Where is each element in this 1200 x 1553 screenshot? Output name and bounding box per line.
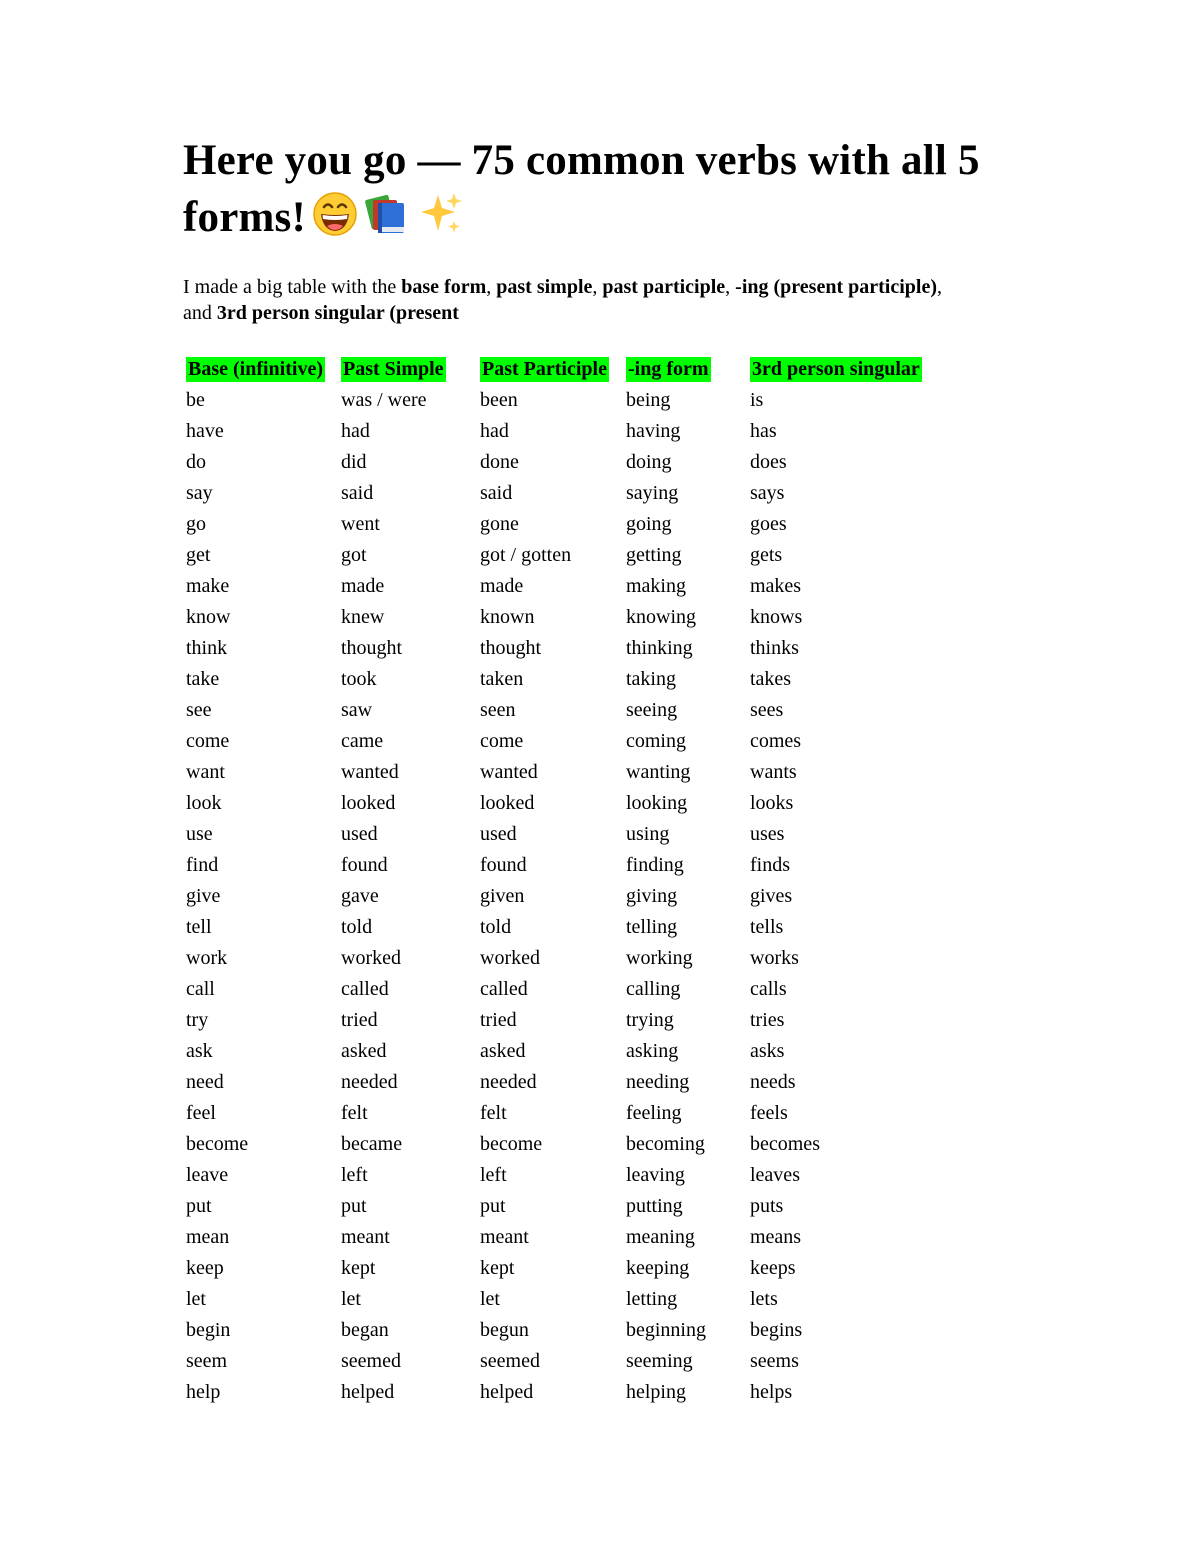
third-person-cell: needs: [750, 1071, 796, 1093]
third-person-cell: leaves: [750, 1164, 800, 1186]
table-row: [186, 695, 950, 726]
table-row: [186, 447, 950, 478]
table-row: [186, 757, 950, 788]
past-participle-cell: got / gotten: [480, 544, 572, 566]
base-cell: make: [186, 575, 230, 597]
past-participle-cell: come: [480, 730, 524, 752]
intro-bold-third-person: 3rd person singular (present: [216, 302, 459, 324]
ing-form-cell: becoming: [626, 1133, 705, 1155]
past-simple-cell: told: [341, 916, 373, 938]
header-cell: [626, 354, 750, 385]
third-person-cell: looks: [750, 792, 794, 814]
table-row: [186, 633, 950, 664]
table-row: [186, 1222, 950, 1253]
header-cell: [186, 354, 341, 385]
third-person-cell: helps: [750, 1381, 793, 1403]
past-simple-cell: came: [341, 730, 384, 752]
ing-form-cell: going: [626, 513, 672, 535]
third-person-cell: puts: [750, 1195, 784, 1217]
past-participle-cell: known: [480, 606, 535, 628]
past-simple-cell: gave: [341, 885, 379, 907]
header-cell: [480, 354, 626, 385]
past-participle-cell: done: [480, 451, 519, 473]
document-title: [183, 132, 1023, 252]
third-person-cell: means: [750, 1226, 802, 1248]
ing-form-cell: beginning: [626, 1319, 706, 1341]
past-simple-cell: meant: [341, 1226, 390, 1248]
past-simple-cell: said: [341, 482, 374, 504]
third-person-cell: works: [750, 947, 799, 969]
ing-form-cell: using: [626, 823, 670, 845]
past-participle-cell: worked: [480, 947, 540, 969]
third-person-cell: lets: [750, 1288, 778, 1310]
ing-form-cell: leaving: [626, 1164, 685, 1186]
table-row: [186, 478, 950, 509]
past-participle-cell: left: [480, 1164, 507, 1186]
table-row: [186, 1036, 950, 1067]
base-cell: become: [186, 1133, 249, 1155]
past-participle-cell: kept: [480, 1257, 515, 1279]
ing-form-cell: taking: [626, 668, 676, 690]
ing-form-cell: trying: [626, 1009, 674, 1031]
past-participle-cell: had: [480, 420, 509, 442]
third-person-cell: finds: [750, 854, 790, 876]
table-row: [186, 664, 950, 695]
past-participle-cell: seen: [480, 699, 516, 721]
intro-text: ,: [592, 276, 603, 298]
past-simple-cell: was / were: [341, 389, 427, 411]
past-participle-cell: put: [480, 1195, 506, 1217]
base-cell: want: [186, 761, 225, 783]
header-past-simple: Past Simple: [343, 358, 444, 380]
intro-text: I made a big table with the: [183, 276, 402, 298]
past-simple-cell: found: [341, 854, 388, 876]
third-person-cell: gets: [750, 544, 783, 566]
past-simple-cell: made: [341, 575, 385, 597]
ing-form-cell: finding: [626, 854, 684, 876]
base-cell: come: [186, 730, 230, 752]
past-simple-cell: kept: [341, 1257, 376, 1279]
base-cell: have: [186, 420, 224, 442]
past-participle-cell: gone: [480, 513, 519, 535]
base-cell: know: [186, 606, 231, 628]
past-simple-cell: saw: [341, 699, 373, 721]
header-cell: [341, 354, 480, 385]
past-simple-cell: began: [341, 1319, 389, 1341]
past-simple-cell: did: [341, 451, 367, 473]
header-base: Base (infinitive): [188, 358, 323, 380]
ing-form-cell: looking: [626, 792, 688, 814]
past-simple-cell: wanted: [341, 761, 399, 783]
table-row: [186, 819, 950, 850]
past-simple-cell: had: [341, 420, 370, 442]
ing-form-cell: doing: [626, 451, 672, 473]
base-cell: seem: [186, 1350, 228, 1372]
base-cell: need: [186, 1071, 224, 1093]
base-cell: use: [186, 823, 213, 845]
ing-form-cell: putting: [626, 1195, 683, 1217]
third-person-cell: seems: [750, 1350, 799, 1372]
third-person-cell: uses: [750, 823, 785, 845]
past-participle-cell: asked: [480, 1040, 526, 1062]
ing-form-cell: needing: [626, 1071, 690, 1093]
header-past-participle: Past Participle: [482, 358, 607, 380]
intro-bold-past-simple: past simple: [496, 276, 593, 298]
ing-form-cell: thinking: [626, 637, 693, 659]
third-person-cell: goes: [750, 513, 787, 535]
grinning-face-icon: [312, 191, 358, 252]
past-simple-cell: tried: [341, 1009, 378, 1031]
table-row: [186, 943, 950, 974]
past-participle-cell: helped: [480, 1381, 534, 1403]
base-cell: be: [186, 389, 205, 411]
third-person-cell: takes: [750, 668, 792, 690]
third-person-cell: sees: [750, 699, 784, 721]
past-participle-cell: needed: [480, 1071, 537, 1093]
past-simple-cell: knew: [341, 606, 385, 628]
ing-form-cell: being: [626, 389, 671, 411]
table-row: [186, 416, 950, 447]
table-row: [186, 1191, 950, 1222]
base-cell: go: [186, 513, 206, 535]
table-row: [186, 509, 950, 540]
past-participle-cell: given: [480, 885, 525, 907]
intro-text: ,: [725, 276, 736, 298]
table-row: [186, 1315, 950, 1346]
intro-bold-past-participle: past participle: [602, 276, 726, 298]
ing-form-cell: seeming: [626, 1350, 693, 1372]
past-participle-cell: said: [480, 482, 513, 504]
past-simple-cell: put: [341, 1195, 367, 1217]
past-simple-cell: used: [341, 823, 378, 845]
table-row: [186, 385, 950, 416]
past-simple-cell: helped: [341, 1381, 395, 1403]
past-participle-cell: made: [480, 575, 524, 597]
ing-form-cell: working: [626, 947, 693, 969]
past-participle-cell: begun: [480, 1319, 529, 1341]
table-header: [186, 354, 950, 385]
table-row: [186, 602, 950, 633]
intro-text: ,: [486, 276, 497, 298]
past-simple-cell: became: [341, 1133, 403, 1155]
third-person-cell: knows: [750, 606, 803, 628]
third-person-cell: feels: [750, 1102, 788, 1124]
ing-form-cell: meaning: [626, 1226, 695, 1248]
base-cell: call: [186, 978, 215, 1000]
base-cell: work: [186, 947, 228, 969]
past-participle-cell: used: [480, 823, 517, 845]
intro-text: , and: [183, 276, 942, 324]
base-cell: take: [186, 668, 220, 690]
ing-form-cell: asking: [626, 1040, 679, 1062]
past-simple-cell: went: [341, 513, 380, 535]
ing-form-cell: saying: [626, 482, 679, 504]
past-simple-cell: needed: [341, 1071, 398, 1093]
third-person-cell: has: [750, 420, 777, 442]
header-ing-form: -ing form: [628, 358, 709, 380]
table-row: [186, 788, 950, 819]
past-simple-cell: worked: [341, 947, 401, 969]
past-simple-cell: looked: [341, 792, 396, 814]
base-cell: ask: [186, 1040, 213, 1062]
base-cell: give: [186, 885, 221, 907]
third-person-cell: wants: [750, 761, 797, 783]
base-cell: tell: [186, 916, 212, 938]
past-simple-cell: left: [341, 1164, 368, 1186]
third-person-cell: gives: [750, 885, 793, 907]
table-row: [186, 1067, 950, 1098]
base-cell: look: [186, 792, 222, 814]
ing-form-cell: wanting: [626, 761, 691, 783]
third-person-cell: keeps: [750, 1257, 796, 1279]
past-participle-cell: looked: [480, 792, 535, 814]
ing-form-cell: giving: [626, 885, 678, 907]
ing-form-cell: helping: [626, 1381, 686, 1403]
base-cell: find: [186, 854, 219, 876]
past-participle-cell: thought: [480, 637, 542, 659]
third-person-cell: makes: [750, 575, 802, 597]
table-row: [186, 1129, 950, 1160]
table-row: [186, 1346, 950, 1377]
base-cell: do: [186, 451, 206, 473]
third-person-cell: begins: [750, 1319, 803, 1341]
table-row: [186, 881, 950, 912]
ing-form-cell: telling: [626, 916, 678, 938]
third-person-cell: says: [750, 482, 785, 504]
ing-form-cell: coming: [626, 730, 686, 752]
books-icon: [364, 191, 412, 252]
third-person-cell: tries: [750, 1009, 785, 1031]
base-cell: put: [186, 1195, 212, 1217]
title-text: Here you go — 75 common verbs with all 5 forms!: [183, 137, 980, 241]
third-person-cell: does: [750, 451, 787, 473]
third-person-cell: thinks: [750, 637, 799, 659]
table-body: [186, 385, 950, 1408]
past-simple-cell: thought: [341, 637, 403, 659]
past-participle-cell: let: [480, 1288, 500, 1310]
base-cell: keep: [186, 1257, 224, 1279]
table-row: [186, 912, 950, 943]
base-cell: get: [186, 544, 211, 566]
past-simple-cell: let: [341, 1288, 361, 1310]
table-row: [186, 1253, 950, 1284]
table-row: [186, 1377, 950, 1408]
table-row: [186, 726, 950, 757]
past-participle-cell: meant: [480, 1226, 529, 1248]
ing-form-cell: making: [626, 575, 686, 597]
base-cell: see: [186, 699, 212, 721]
header-third-person: 3rd person singular: [752, 358, 920, 380]
past-participle-cell: taken: [480, 668, 524, 690]
third-person-cell: asks: [750, 1040, 785, 1062]
ing-form-cell: keeping: [626, 1257, 690, 1279]
past-participle-cell: become: [480, 1133, 543, 1155]
ing-form-cell: having: [626, 420, 681, 442]
base-cell: feel: [186, 1102, 216, 1124]
past-participle-cell: seemed: [480, 1350, 540, 1372]
past-simple-cell: got: [341, 544, 367, 566]
ing-form-cell: letting: [626, 1288, 678, 1310]
past-participle-cell: told: [480, 916, 512, 938]
ing-form-cell: getting: [626, 544, 682, 566]
past-simple-cell: called: [341, 978, 389, 1000]
past-simple-cell: felt: [341, 1102, 368, 1124]
third-person-cell: tells: [750, 916, 784, 938]
sparkles-icon: [418, 191, 464, 252]
intro-bold-ing-form: -ing (present participle): [735, 276, 937, 298]
table-row: [186, 850, 950, 881]
base-cell: let: [186, 1288, 206, 1310]
ing-form-cell: feeling: [626, 1102, 682, 1124]
ing-form-cell: knowing: [626, 606, 696, 628]
table-row: [186, 1284, 950, 1315]
base-cell: think: [186, 637, 228, 659]
past-participle-cell: felt: [480, 1102, 507, 1124]
third-person-cell: calls: [750, 978, 787, 1000]
third-person-cell: comes: [750, 730, 802, 752]
intro-paragraph: [183, 274, 943, 326]
ing-form-cell: seeing: [626, 699, 678, 721]
table-row: [186, 1160, 950, 1191]
table-row: [186, 1005, 950, 1036]
document-page: [183, 132, 1023, 1408]
ing-form-cell: calling: [626, 978, 681, 1000]
base-cell: say: [186, 482, 213, 504]
past-simple-cell: took: [341, 668, 377, 690]
verb-forms-table: [186, 354, 950, 1408]
third-person-cell: is: [750, 389, 764, 411]
table-row: [186, 1098, 950, 1129]
base-cell: try: [186, 1009, 209, 1031]
table-row: [186, 571, 950, 602]
base-cell: mean: [186, 1226, 230, 1248]
past-participle-cell: wanted: [480, 761, 538, 783]
intro-bold-base-form: base form: [401, 276, 487, 298]
past-simple-cell: asked: [341, 1040, 387, 1062]
base-cell: begin: [186, 1319, 231, 1341]
base-cell: leave: [186, 1164, 229, 1186]
base-cell: help: [186, 1381, 221, 1403]
third-person-cell: becomes: [750, 1133, 820, 1155]
header-row: [186, 354, 950, 385]
past-simple-cell: seemed: [341, 1350, 401, 1372]
past-participle-cell: tried: [480, 1009, 517, 1031]
past-participle-cell: been: [480, 389, 518, 411]
header-cell: [750, 354, 950, 385]
past-participle-cell: called: [480, 978, 528, 1000]
past-participle-cell: found: [480, 854, 527, 876]
table-row: [186, 974, 950, 1005]
table-row: [186, 540, 950, 571]
